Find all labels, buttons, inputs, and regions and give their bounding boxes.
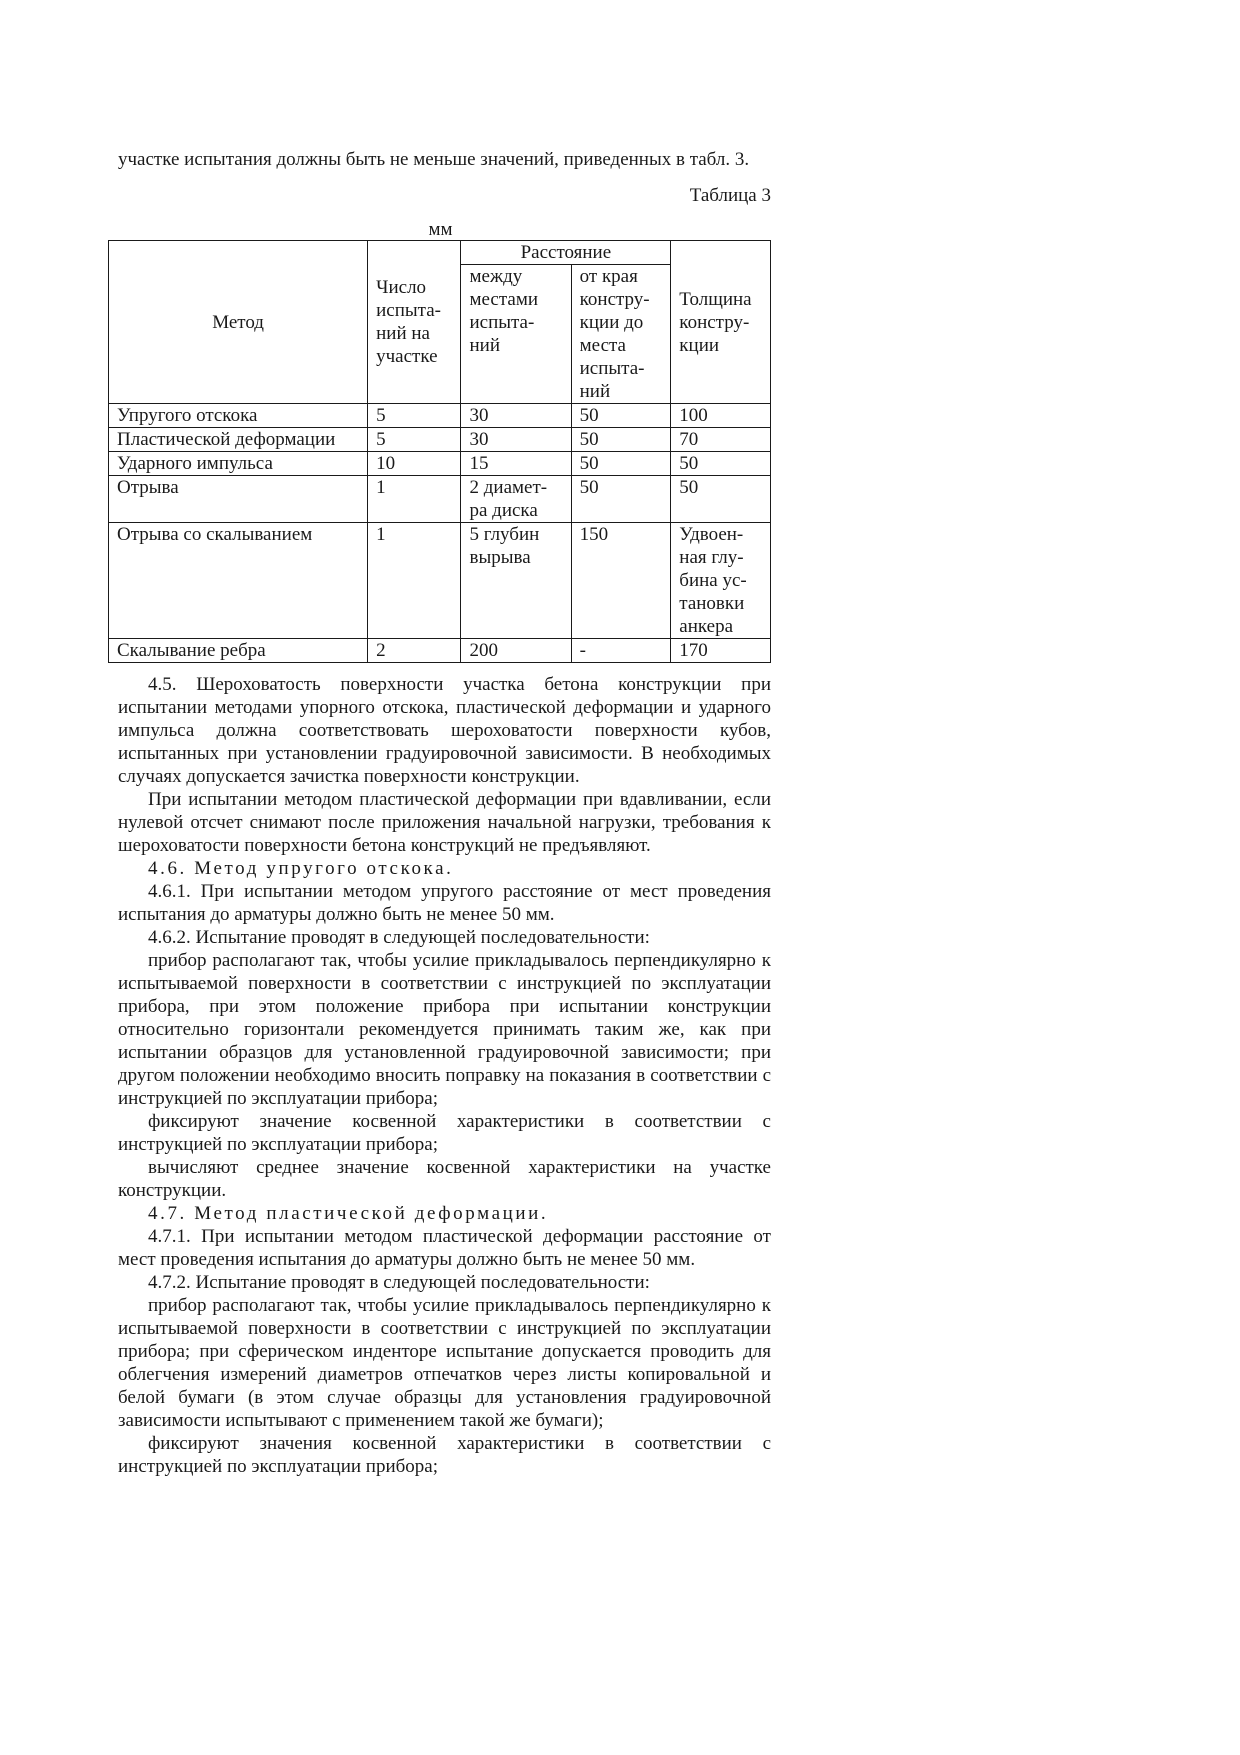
row-between: 200 xyxy=(461,639,571,663)
row-method: Скалывание ребра xyxy=(109,639,368,663)
paragraph-4-5: 4.5. Шероховатость поверхности участка бетона конструкции при испытании методами упорного отскока, пластической деформации и ударного импульса должна соответствовать шероховатости поверхности кубов, испытанных при установлении градуировочной зависимости. В необходимых случаях допускается зачистка поверхности конструкции. xyxy=(118,674,771,787)
row-edge: 50 xyxy=(571,476,671,523)
header-between: между местами испыта- ний xyxy=(461,265,571,404)
row-between: 30 xyxy=(461,404,571,428)
row-method: Упругого отскока xyxy=(109,404,368,428)
section-heading-4-6: 4.6. Метод упругого отскока. xyxy=(148,858,454,879)
row-edge: 50 xyxy=(571,452,671,476)
table-row xyxy=(109,639,771,663)
row-count: 2 xyxy=(368,639,461,663)
row-between: 30 xyxy=(461,428,571,452)
section-heading-4-7: 4.7. Метод пластической деформации. xyxy=(148,1203,549,1224)
row-thickness: 170 xyxy=(671,639,771,663)
row-count: 10 xyxy=(368,452,461,476)
row-method: Отрыва xyxy=(109,476,368,523)
row-method: Отрыва со скалыванием xyxy=(109,523,368,639)
row-edge: 50 xyxy=(571,428,671,452)
row-between: 15 xyxy=(461,452,571,476)
document-page xyxy=(118,148,771,1478)
row-edge: 50 xyxy=(571,404,671,428)
table-row xyxy=(109,523,771,639)
table-caption: Таблица 3 xyxy=(689,185,771,206)
paragraph-4-7-2-step-2: фиксируют значения косвенной характеристики в соответствии с инструкцией по эксплуатации прибора; xyxy=(118,1433,771,1477)
row-between: 5 глубин вырыва xyxy=(461,523,571,639)
row-count: 5 xyxy=(368,428,461,452)
table-row xyxy=(109,428,771,452)
intro-text: участке испытания должны быть не меньше значений, приведенных в табл. 3. xyxy=(118,149,750,170)
paragraph-4-6-1: 4.6.1. При испытании методом упругого расстояние от мест проведения испытания до арматуры должно быть не менее 50 мм. xyxy=(118,881,771,925)
row-between: 2 диамет- ра диска xyxy=(461,476,571,523)
row-thickness: 70 xyxy=(671,428,771,452)
header-count: Число испыта- ний на участке xyxy=(368,241,461,404)
paragraph-4-6-2-step-2: фиксируют значение косвенной характеристики в соответствии с инструкцией по эксплуатации прибора; xyxy=(118,1111,771,1155)
table-header-row xyxy=(109,241,771,265)
table-row xyxy=(109,452,771,476)
paragraph-4-7-2-step-1: прибор располагают так, чтобы усилие прикладывалось перпендикулярно к испытываемой поверхности в соответствии с инструкцией по эксплуатации прибора; при сферическом инденторе испытание допускается проводить для облегчения измерений диаметров отпечатков через листы копировальной и белой бумаги (в этом случае образцы для установления градуировочной зависимости испытывают с применением такой же бумаги); xyxy=(118,1295,771,1431)
paragraph-4-6-2: 4.6.2. Испытание проводят в следующей последовательности: xyxy=(148,927,650,948)
row-count: 5 xyxy=(368,404,461,428)
paragraph-4-7-1: 4.7.1. При испытании методом пластической деформации расстояние от мест проведения испытания до арматуры должно быть не менее 50 мм. xyxy=(118,1226,771,1270)
row-count: 1 xyxy=(368,476,461,523)
paragraph-4-5-note: При испытании методом пластической деформации при вдавливании, если нулевой отсчет снимают после приложения начальной нагрузки, требования к шероховатости поверхности бетона конструкций не предъявляют. xyxy=(118,789,771,856)
test-parameters-table xyxy=(108,240,771,663)
row-edge: 150 xyxy=(571,523,671,639)
header-method: Метод xyxy=(109,241,368,404)
row-edge: - xyxy=(571,639,671,663)
table-row xyxy=(109,476,771,523)
row-method: Ударного импульса xyxy=(109,452,368,476)
table-units: мм xyxy=(428,219,453,240)
paragraph-4-6-2-step-3: вычисляют среднее значение косвенной характеристики на участке конструкции. xyxy=(118,1157,771,1201)
row-thickness: 100 xyxy=(671,404,771,428)
row-method: Пластической деформации xyxy=(109,428,368,452)
paragraph-4-6-2-step-1: прибор располагают так, чтобы усилие прикладывалось перпендикулярно к испытываемой поверхности в соответствии с инструкцией по эксплуатации прибора, при этом положение прибора при испытании конструкции относительно горизонтали рекомендуется принимать таким же, как при испытании образцов для установленной градуировочной зависимости; при другом положении необходимо вносить поправку на показания в соответствии с инструкцией по эксплуатации прибора; xyxy=(118,950,771,1109)
table-row xyxy=(109,404,771,428)
header-distance: Расстояние xyxy=(461,241,671,265)
header-thickness: Толщина констру- кции xyxy=(671,241,771,404)
header-edge: от края констру- кции до места испыта- ний xyxy=(571,265,671,404)
row-thickness: Удвоен- ная глу- бина ус- тановки анкера xyxy=(671,523,771,639)
row-thickness: 50 xyxy=(671,476,771,523)
paragraph-4-7-2: 4.7.2. Испытание проводят в следующей последовательности: xyxy=(148,1272,650,1293)
row-thickness: 50 xyxy=(671,452,771,476)
row-count: 1 xyxy=(368,523,461,639)
